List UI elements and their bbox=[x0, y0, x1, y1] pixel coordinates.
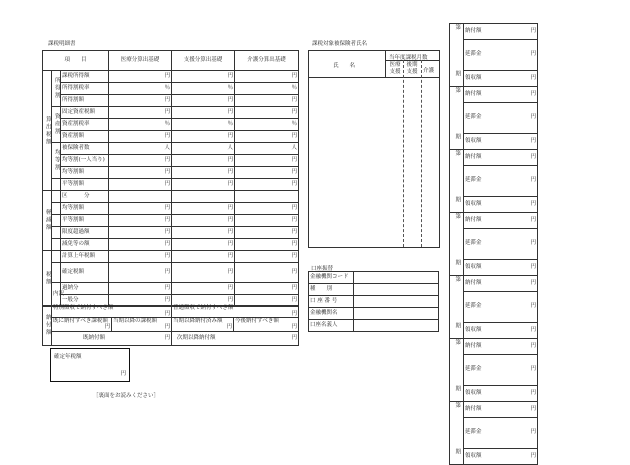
row-label: 均等割額 bbox=[61, 203, 109, 215]
row-label: 計算上年税額 bbox=[61, 251, 109, 263]
cell-2-1: 円 bbox=[172, 95, 235, 107]
cell-7-2: 円 bbox=[235, 155, 299, 167]
period-cell: 納付額 円 bbox=[464, 213, 538, 229]
kakutei-yen: 円 bbox=[120, 371, 126, 377]
period-row bbox=[450, 448, 538, 464]
period-row bbox=[450, 292, 538, 322]
jikai-cell: 次期以降納付額 円 bbox=[172, 332, 299, 346]
period-row bbox=[450, 87, 538, 103]
period-row bbox=[450, 40, 538, 70]
name-label: 氏 名 bbox=[333, 63, 356, 69]
cell-7-0: 円 bbox=[109, 155, 172, 167]
group-sansyutsu: 算出税額 bbox=[43, 71, 52, 191]
koza-row bbox=[309, 320, 439, 332]
sub-kaigo: 介護 bbox=[423, 68, 435, 74]
period-row bbox=[450, 339, 538, 355]
row-label: 所得割額 bbox=[61, 95, 109, 107]
row-label: 限度超過額 bbox=[61, 227, 109, 239]
cell-16-1: 円 bbox=[172, 263, 235, 283]
cell-10-0 bbox=[109, 191, 172, 203]
insured-table bbox=[308, 50, 440, 248]
period-cell: 納付額 円 bbox=[464, 276, 538, 292]
cell-9-1: 円 bbox=[172, 179, 235, 191]
table-row bbox=[43, 143, 299, 155]
nofu-group-label: 納付額 bbox=[43, 306, 52, 346]
cell-9-2: 円 bbox=[235, 179, 299, 191]
period-row bbox=[450, 276, 538, 292]
table-row bbox=[43, 263, 299, 283]
table-row bbox=[43, 131, 299, 143]
kakutei-label: 確定年税額 bbox=[54, 354, 82, 360]
period-cell: 領収額 円 bbox=[464, 196, 538, 212]
cell-15-2: 円 bbox=[235, 251, 299, 263]
table-row bbox=[43, 283, 299, 295]
period-label: 第 期 bbox=[450, 339, 464, 402]
koza-row bbox=[309, 284, 439, 296]
cell-17-0: 円 bbox=[109, 283, 172, 295]
period-row bbox=[450, 24, 538, 40]
period-row bbox=[450, 402, 538, 418]
group-shisan: 資産割 bbox=[52, 107, 61, 143]
period-ledger bbox=[449, 23, 538, 465]
right-title: 課税対象被保険者氏名 bbox=[312, 41, 368, 47]
period-cell: 延滞金 円 bbox=[464, 40, 538, 70]
period-label: 第 期 bbox=[450, 276, 464, 339]
cell-11-2: 円 bbox=[235, 203, 299, 215]
cell-4-1: ％ bbox=[172, 119, 235, 131]
row-label: 平等割額 bbox=[61, 215, 109, 227]
period-row bbox=[450, 196, 538, 212]
koza-title: 口座振替 bbox=[311, 266, 334, 272]
period-row bbox=[450, 418, 538, 448]
cell-14-1: 円 bbox=[172, 239, 235, 251]
row-label: 均等割(一人当り) bbox=[61, 155, 109, 167]
footer-note: ［裏面をお読みください］ bbox=[93, 393, 160, 399]
period-cell: 領収額 円 bbox=[464, 259, 538, 275]
period-cell: 領収額 円 bbox=[464, 133, 538, 149]
cell-9-0: 円 bbox=[109, 179, 172, 191]
cell-15-1: 円 bbox=[172, 251, 235, 263]
cell-14-0: 円 bbox=[109, 239, 172, 251]
cell-1-1: ％ bbox=[172, 83, 235, 95]
cell-0-1: 円 bbox=[172, 71, 235, 83]
period-cell: 領収額 円 bbox=[464, 448, 538, 464]
cell-13-2: 円 bbox=[235, 227, 299, 239]
kinofu-cell: 既納付額 円 bbox=[52, 332, 172, 346]
cell-3-1: 円 bbox=[172, 107, 235, 119]
koza-label: 口 座 番 号 bbox=[309, 296, 354, 308]
koza-label: 金融機関名 bbox=[309, 308, 354, 320]
row-label: 被保険者数 bbox=[61, 143, 109, 155]
payment-table bbox=[42, 305, 299, 346]
cell-2-2: 円 bbox=[235, 95, 299, 107]
cell-4-2: ％ bbox=[235, 119, 299, 131]
table-row bbox=[43, 167, 299, 179]
cell-17-2: 円 bbox=[235, 283, 299, 295]
period-label: 第 期 bbox=[450, 87, 464, 150]
period-row bbox=[450, 70, 538, 86]
cell-1-2: ％ bbox=[235, 83, 299, 95]
cell-12-2: 円 bbox=[235, 215, 299, 227]
cell-0-2: 円 bbox=[235, 71, 299, 83]
period-cell: 延滞金 円 bbox=[464, 166, 538, 196]
group-zeigaku: 税額 bbox=[43, 251, 52, 307]
period-label: 第 期 bbox=[450, 213, 464, 276]
row-label: 固定資産税額 bbox=[61, 107, 109, 119]
cell-8-1: 円 bbox=[172, 167, 235, 179]
cell-18-1: 円 bbox=[172, 295, 235, 307]
table-row bbox=[43, 155, 299, 167]
cell-18-0: 円 bbox=[109, 295, 172, 307]
group-shotoku: 所得割 bbox=[52, 71, 61, 107]
koza-table bbox=[308, 271, 439, 332]
table-row bbox=[43, 83, 299, 95]
cell-11-0: 円 bbox=[109, 203, 172, 215]
period-row bbox=[450, 385, 538, 401]
koza-row bbox=[309, 296, 439, 308]
row-label: 平等割額 bbox=[61, 179, 109, 191]
group-kintou: 均等割 bbox=[52, 143, 61, 179]
koza-label: 金融機関コード bbox=[309, 272, 354, 284]
cell-6-1: 人 bbox=[172, 143, 235, 155]
row-label: 区 分 bbox=[61, 191, 109, 203]
period-label: 第 期 bbox=[450, 150, 464, 213]
cell-5-2: 円 bbox=[235, 131, 299, 143]
period-row bbox=[450, 213, 538, 229]
cell-6-2: 人 bbox=[235, 143, 299, 155]
table-row bbox=[43, 71, 299, 83]
cell-18-2: 円 bbox=[235, 295, 299, 307]
header-item: 項 目 bbox=[43, 51, 109, 71]
futsu-cell: 普通徴収で納付すべき額 円 bbox=[173, 305, 297, 317]
header-row bbox=[43, 51, 299, 71]
cell-8-2: 円 bbox=[235, 167, 299, 179]
period-row bbox=[450, 103, 538, 133]
cell-5-0: 円 bbox=[109, 131, 172, 143]
table-row bbox=[43, 227, 299, 239]
cell-3-2: 円 bbox=[235, 107, 299, 119]
row-label: 均等割額 bbox=[61, 167, 109, 179]
table-row bbox=[43, 95, 299, 107]
row-label: 一般分 bbox=[61, 295, 109, 307]
period-row bbox=[450, 133, 538, 149]
header-col3: 介護分算出基礎 bbox=[235, 51, 299, 71]
table-row bbox=[43, 251, 299, 263]
table-row bbox=[43, 107, 299, 119]
koza-label: 口座名義人 bbox=[309, 320, 354, 332]
header-col1: 医療分算出基礎 bbox=[109, 51, 172, 71]
koza-label: 種 別 bbox=[309, 284, 354, 296]
table-row bbox=[43, 215, 299, 227]
cell-1-0: ％ bbox=[109, 83, 172, 95]
toukai-cell: 当期以降の課税額 円 bbox=[113, 318, 170, 330]
period-cell: 延滞金 円 bbox=[464, 292, 538, 322]
table-row bbox=[43, 191, 299, 203]
period-cell: 延滞金 円 bbox=[464, 103, 538, 133]
table-row bbox=[43, 179, 299, 191]
period-cell: 延滞金 円 bbox=[464, 355, 538, 385]
cell-10-1 bbox=[172, 191, 235, 203]
cell-14-2: 円 bbox=[235, 239, 299, 251]
row-label: 資産割税率 bbox=[61, 119, 109, 131]
cell-11-1: 円 bbox=[172, 203, 235, 215]
cell-10-2 bbox=[235, 191, 299, 203]
period-row bbox=[450, 259, 538, 275]
tax-detail-table bbox=[42, 50, 299, 307]
period-label: 第 期 bbox=[450, 24, 464, 87]
header-col2: 支援分算出基礎 bbox=[172, 51, 235, 71]
row-label: 過納分 bbox=[61, 283, 109, 295]
koza-row bbox=[309, 272, 439, 284]
toukai-nofu-cell: 当期以降納付済み額 円 bbox=[173, 318, 232, 330]
period-row bbox=[450, 355, 538, 385]
cell-8-0: 円 bbox=[109, 167, 172, 179]
table-row bbox=[43, 239, 299, 251]
period-cell: 納付額 円 bbox=[464, 24, 538, 40]
cell-2-0: 円 bbox=[109, 95, 172, 107]
period-row bbox=[450, 229, 538, 259]
bef-cell: 既に納付すべき課税額 円 bbox=[53, 318, 110, 330]
period-cell: 延滞金 円 bbox=[464, 229, 538, 259]
period-cell: 納付額 円 bbox=[464, 402, 538, 418]
cell-6-0: 人 bbox=[109, 143, 172, 155]
cell-12-0: 円 bbox=[109, 215, 172, 227]
period-cell: 延滞金 円 bbox=[464, 418, 538, 448]
period-cell: 領収額 円 bbox=[464, 322, 538, 338]
cell-15-0: 円 bbox=[109, 251, 172, 263]
sub-iryo: 医療支援 bbox=[389, 62, 401, 75]
cell-13-0: 円 bbox=[109, 227, 172, 239]
group-uchiwake: 内訳 bbox=[52, 283, 61, 307]
cell-12-1: 円 bbox=[172, 215, 235, 227]
period-cell: 領収額 円 bbox=[464, 70, 538, 86]
period-cell: 領収額 円 bbox=[464, 385, 538, 401]
period-label: 第 期 bbox=[450, 402, 464, 465]
count-label: 当年度課税月数 bbox=[389, 55, 428, 61]
sub-kouki: 後期支援 bbox=[406, 62, 418, 75]
cell-13-1: 円 bbox=[172, 227, 235, 239]
cell-4-0: ％ bbox=[109, 119, 172, 131]
tokubetsu-cell: 特別徴収で納付すべき額 円 bbox=[53, 305, 170, 317]
cell-7-1: 円 bbox=[172, 155, 235, 167]
group-keigen: 軽減額 bbox=[43, 191, 52, 251]
row-label: 減免等の額 bbox=[61, 239, 109, 251]
period-row bbox=[450, 322, 538, 338]
period-row bbox=[450, 166, 538, 196]
row-label: 確定税額 bbox=[61, 263, 109, 283]
cell-0-0: 円 bbox=[109, 71, 172, 83]
row-label: 所得割税率 bbox=[61, 83, 109, 95]
period-row bbox=[450, 150, 538, 166]
left-title: 課税明細書 bbox=[48, 41, 76, 47]
period-cell: 納付額 円 bbox=[464, 87, 538, 103]
row-label: 資産割額 bbox=[61, 131, 109, 143]
kongo-cell: 今後納付すべき額 円 bbox=[235, 318, 297, 330]
koza-row bbox=[309, 308, 439, 320]
cell-3-0: 円 bbox=[109, 107, 172, 119]
table-row bbox=[43, 119, 299, 131]
cell-17-1: 円 bbox=[172, 283, 235, 295]
cell-5-1: 円 bbox=[172, 131, 235, 143]
cell-16-2: 円 bbox=[235, 263, 299, 283]
table-row bbox=[43, 203, 299, 215]
kakutei-box bbox=[50, 348, 130, 382]
row-label: 課税所得額 bbox=[61, 71, 109, 83]
cell-16-0: 円 bbox=[109, 263, 172, 283]
period-cell: 納付額 円 bbox=[464, 150, 538, 166]
period-cell: 納付額 円 bbox=[464, 339, 538, 355]
